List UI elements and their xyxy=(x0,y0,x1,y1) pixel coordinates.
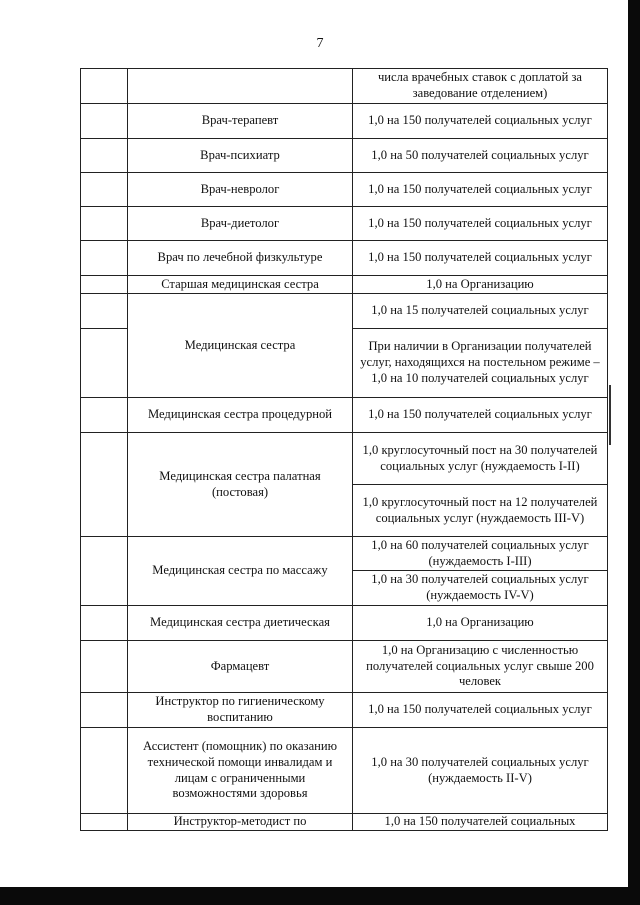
norm-cell: 1,0 на 15 получателей социальных услуг xyxy=(353,294,608,329)
position-cell: Врач-психиатр xyxy=(128,139,353,173)
table-row xyxy=(81,693,608,728)
number-cell xyxy=(81,139,128,173)
table-row xyxy=(81,641,608,693)
number-cell xyxy=(81,606,128,641)
scan-border-bottom xyxy=(0,887,640,905)
number-cell xyxy=(81,276,128,294)
norm-cell: 1,0 на 60 получателей социальных услуг (нуждаемость I-III) xyxy=(353,537,608,571)
staffing-norms-table xyxy=(80,68,608,831)
table-row xyxy=(81,173,608,207)
table-row xyxy=(81,606,608,641)
number-cell xyxy=(81,69,128,104)
position-cell: Инструктор-методист по xyxy=(128,814,353,831)
page-number: 7 xyxy=(316,36,324,51)
scan-border-right xyxy=(628,0,640,905)
position-cell: Врач-терапевт xyxy=(128,104,353,139)
number-cell xyxy=(81,814,128,831)
number-cell xyxy=(81,329,128,398)
position-cell: Инструктор по гигиеническому воспитанию xyxy=(128,693,353,728)
table-row xyxy=(81,537,608,571)
norm-cell: 1,0 на Организацию xyxy=(353,276,608,294)
table-row xyxy=(81,276,608,294)
number-cell xyxy=(81,433,128,537)
number-cell xyxy=(81,173,128,207)
table-row xyxy=(81,728,608,814)
table-row xyxy=(81,139,608,173)
norm-cell: 1,0 на 150 получателей социальных услуг xyxy=(353,207,608,241)
number-cell xyxy=(81,728,128,814)
position-cell: Врач-диетолог xyxy=(128,207,353,241)
norm-cell: 1,0 на 150 получателей социальных услуг xyxy=(353,693,608,728)
table-row xyxy=(81,814,608,831)
norm-cell: 1,0 на 150 получателей социальных услуг xyxy=(353,173,608,207)
table-row xyxy=(81,207,608,241)
norm-cell: 1,0 круглосуточный пост на 12 получателей социальных услуг (нуждаемость III-V) xyxy=(353,485,608,537)
norm-cell: числа врачебных ставок с доплатой за заведование отделением) xyxy=(353,69,608,104)
position-cell: Медицинская сестра по массажу xyxy=(128,537,353,606)
number-cell xyxy=(81,207,128,241)
norm-cell: При наличии в Организации получателей услуг, находящихся на постельном режиме – 1,0 на 10 получателей социальных услуг xyxy=(353,329,608,398)
table-row xyxy=(81,398,608,433)
number-cell xyxy=(81,537,128,606)
norm-cell: 1,0 на 150 получателей социальных услуг xyxy=(353,398,608,433)
table-row xyxy=(81,69,608,104)
number-cell xyxy=(81,693,128,728)
norm-cell: 1,0 на 50 получателей социальных услуг xyxy=(353,139,608,173)
table-row xyxy=(81,104,608,139)
position-cell: Фармацевт xyxy=(128,641,353,693)
position-cell: Врач-невролог xyxy=(128,173,353,207)
number-cell xyxy=(81,641,128,693)
norm-cell: 1,0 на 150 получателей социальных услуг xyxy=(353,104,608,139)
table-row xyxy=(81,294,608,329)
norm-cell: 1,0 на Организацию xyxy=(353,606,608,641)
position-cell: Врач по лечебной физкультуре xyxy=(128,241,353,276)
scan-artifact xyxy=(609,385,611,445)
position-cell: Медицинская сестра процедурной xyxy=(128,398,353,433)
position-cell: Медицинская сестра xyxy=(128,294,353,398)
position-cell: Медицинская сестра палатная (постовая) xyxy=(128,433,353,537)
norm-cell: 1,0 на Организацию с численностью получателей социальных услуг свыше 200 человек xyxy=(353,641,608,693)
position-cell: Ассистент (помощник) по оказанию технической помощи инвалидам и лицам с ограниченными возможностями здоровья xyxy=(128,728,353,814)
number-cell xyxy=(81,241,128,276)
position-cell: Старшая медицинская сестра xyxy=(128,276,353,294)
table-row xyxy=(81,241,608,276)
norm-cell: 1,0 на 150 получателей социальных услуг xyxy=(353,241,608,276)
position-cell xyxy=(128,69,353,104)
norm-cell: 1,0 на 30 получателей социальных услуг (нуждаемость IV-V) xyxy=(353,571,608,606)
number-cell xyxy=(81,294,128,329)
number-cell xyxy=(81,398,128,433)
number-cell xyxy=(81,104,128,139)
position-cell: Медицинская сестра диетическая xyxy=(128,606,353,641)
norm-cell: 1,0 на 30 получателей социальных услуг (нуждаемость II-V) xyxy=(353,728,608,814)
norm-cell: 1,0 круглосуточный пост на 30 получателей социальных услуг (нуждаемость I-II) xyxy=(353,433,608,485)
table-row xyxy=(81,433,608,485)
norm-cell: 1,0 на 150 получателей социальных xyxy=(353,814,608,831)
